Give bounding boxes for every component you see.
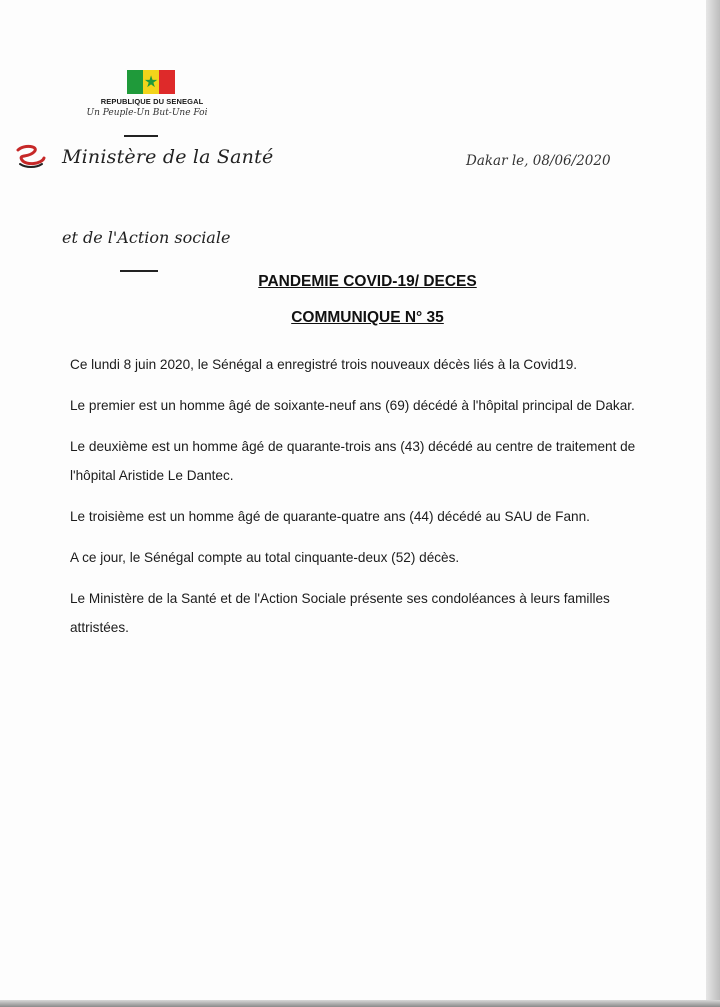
paragraph: Le premier est un homme âgé de soixante-neuf ans (69) décédé à l'hôpital principal de Dakar. xyxy=(70,398,635,413)
communique-heading: PANDEMIE COVID-19/ DECES xyxy=(258,273,477,290)
page-edge-shadow xyxy=(706,0,720,1007)
serpent-logo-icon xyxy=(14,144,48,170)
paragraph: Ce lundi 8 juin 2020, le Sénégal a enregistré trois nouveaux décès liés à la Covid19. xyxy=(70,357,578,372)
communique-body xyxy=(70,350,650,654)
paragraph: A ce jour, le Sénégal compte au total cinquante-deux (52) décès. xyxy=(70,550,460,565)
flag-yellow-band xyxy=(143,70,159,94)
document-date: Dakar le, 08/06/2020 xyxy=(466,153,611,169)
ministry-subtitle: et de l'Action sociale xyxy=(62,228,231,247)
national-motto: Un Peuple-Un But-Une Foi xyxy=(86,108,208,118)
paragraph: Le Ministère de la Santé et de l'Action Sociale présente ses condoléances à leurs familles attristées. xyxy=(70,591,610,635)
paragraph: Le deuxième est un homme âgé de quarante-trois ans (43) décédé au centre de traitement de l'hôpital Aristide Le Dantec. xyxy=(70,439,636,483)
communique-number: COMMUNIQUE N° 35 xyxy=(291,309,444,326)
flag-red-band xyxy=(159,70,175,94)
paragraph: Le troisième est un homme âgé de quarante-quatre ans (44) décédé au SAU de Fann. xyxy=(70,509,590,524)
senegal-flag xyxy=(127,70,175,94)
republic-label: REPUBLIQUE DU SENEGAL xyxy=(100,97,204,106)
divider xyxy=(120,270,158,272)
ministry-title: Ministère de la Santé xyxy=(62,146,274,168)
flag-green-band xyxy=(127,70,143,94)
divider xyxy=(124,135,158,137)
page-bottom-shadow xyxy=(0,1000,720,1007)
flag-star-icon: ★ xyxy=(143,72,159,91)
